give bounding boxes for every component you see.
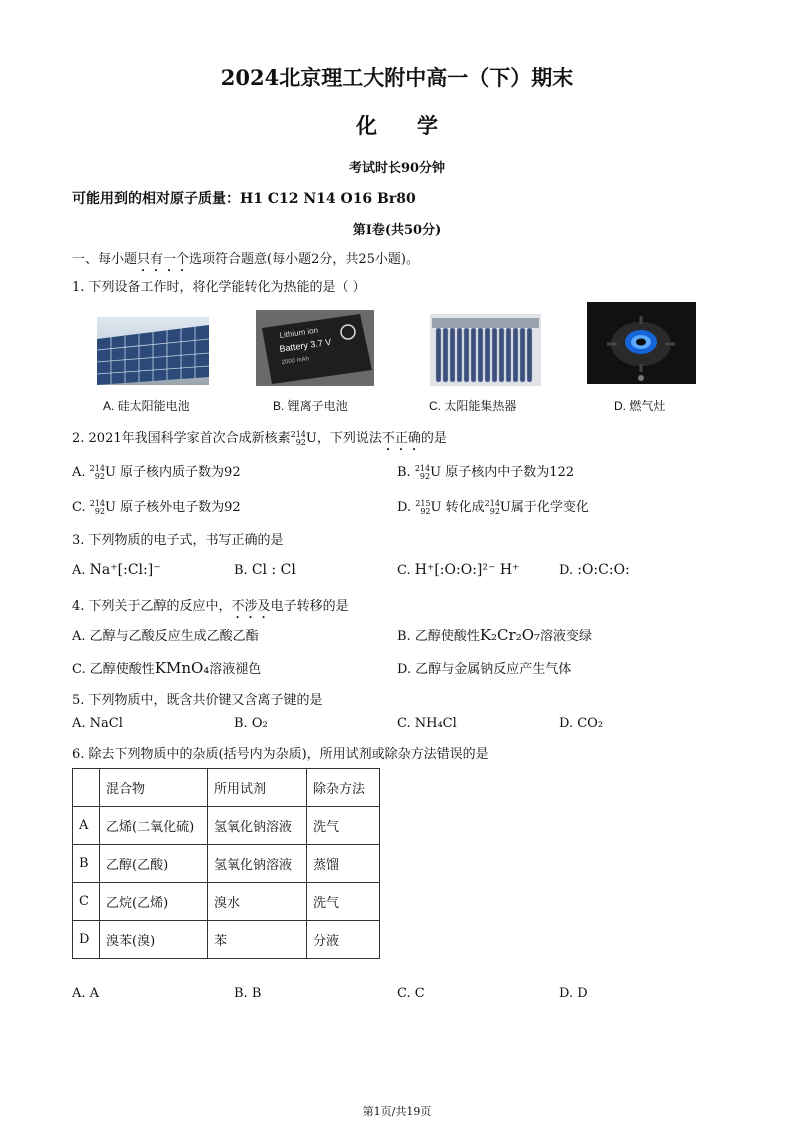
q4-option-c: C. 乙醇使酸性KMnO₄溶液褪色 [72,659,262,677]
table-header-row [73,769,380,807]
table-cell: 洗气 [307,883,380,921]
table-cell: 溴苯(溴) [100,921,208,959]
solar-collector-icon [430,314,541,386]
table-cell: 分液 [307,921,380,959]
table-cell: 洗气 [307,807,380,845]
q5-option-c: C. NH₄Cl [397,716,457,731]
table-cell: C [73,883,100,921]
q6-option-b: B. B [234,986,262,1001]
q6-option-d: D. D [559,986,588,1001]
atomic-masses: 可能用到的相对原子质量：H1 C12 N14 O16 Br80 [72,191,416,207]
table-cell: 乙烯(二氧化硫) [100,807,208,845]
page-footer: 第1页/共19页 [362,1105,432,1118]
battery-label-3: 2000 mAh [281,356,310,366]
electron-formula-b: Cl : Cl [251,562,296,578]
q1-option-a: A. 硅太阳能电池 [103,399,190,413]
q6-option-c: C. C [397,986,425,1001]
table-row [73,921,380,959]
q3-option-b: B. Cl : Cl [234,562,296,578]
section-instructions: 一、每小题只有一个选项符合题意(每小题2分，共25小题)。 [72,252,419,267]
q1-option-b: B. 锂离子电池 [273,399,348,413]
q1-option-c: C. 太阳能集热器 [429,399,517,413]
q3-stem: 3. 下列物质的电子式，书写正确的是 [72,533,284,548]
table-header-cell: 除杂方法 [307,769,380,807]
table-header-cell: 混合物 [100,769,208,807]
table-cell: B [73,845,100,883]
q1-stem: 1. 下列设备工作时，将化学能转化为热能的是（ ） [72,280,366,295]
electron-formula-c: H⁺[:O:O:]²⁻ H⁺ [414,562,520,578]
table-header-cell [73,769,100,807]
q5-option-b: B. O₂ [234,716,268,731]
table-cell: 乙烷(乙烯) [100,883,208,921]
exam-duration: 考试时长90分钟 [348,161,446,176]
q3-option-c: C. H⁺[:O:O:]²⁻ H⁺ [397,562,520,578]
q3-option-d: D. :O:C:O: [559,562,630,578]
solar-panel-icon [97,317,209,385]
solar-panel-image [97,317,209,385]
q2-option-a: A. 214 92 U 原子核内质子数为92 [72,463,241,481]
q2-option-d: D. 215 92 U 转化成 214 92 U属于化学变化 [397,498,589,516]
table-cell: 蒸馏 [307,845,380,883]
q5-option-d: D. CO₂ [559,716,604,731]
table-row [73,845,380,883]
battery-image [256,310,374,386]
solar-collector-image [430,314,541,386]
q2-option-c: C. 214 92 U 原子核外电子数为92 [72,498,241,516]
electron-formula-d: :O:C:O: [577,562,630,578]
q6-option-a: A. A [72,986,100,1001]
q3-option-a: A. Na⁺[:Cl:]⁻ [72,562,161,578]
q4-option-a: A. 乙醇与乙酸反应生成乙酸乙酯 [72,629,259,644]
table-cell: 乙醇(乙酸) [100,845,208,883]
q4-stem: 4. 下列关于乙醇的反应中，不涉及电子转移的是 [72,599,349,614]
battery-label-1: Lithium ion [279,325,319,340]
subject-title: 化学 [356,113,478,138]
q5-option-a: A. NaCl [72,716,123,731]
q6-stem: 6. 除去下列物质中的杂质(括号内为杂质)，所用试剂或除杂方法错误的是 [72,747,489,762]
table-cell: 氢氧化钠溶液 [208,845,307,883]
part-title: 第Ⅰ卷(共50分) [352,223,442,238]
q4-option-b: B. 乙醇使酸性K₂Cr₂O₇溶液变绿 [397,626,593,644]
table-cell: 氢氧化钠溶液 [208,807,307,845]
q5-stem: 5. 下列物质中，既含共价键又含离子键的是 [72,693,323,708]
table-cell: D [73,921,100,959]
table-cell: A [73,807,100,845]
gas-stove-image [587,302,696,384]
q1-option-d: D. 燃气灶 [614,399,666,413]
q2-stem: 2. 2021年我国科学家首次合成新核素 214 92 U，下列说法不正确的是 [72,429,447,447]
table-cell: 苯 [208,921,307,959]
q2-option-b: B. 214 92 U 原子核内中子数为122 [397,463,575,481]
q6-table [72,768,380,959]
table-row [73,883,380,921]
q4-option-d: D. 乙醇与金属钠反应产生气体 [397,662,572,677]
exam-title: 2024北京理工大附中高一（下）期末 [220,65,574,90]
table-header-cell: 所用试剂 [208,769,307,807]
electron-formula-a: Na⁺[:Cl:]⁻ [89,562,161,578]
table-row [73,807,380,845]
table-cell: 溴水 [208,883,307,921]
gas-stove-icon [587,302,696,384]
battery-icon [256,310,374,386]
battery-label-2: Battery 3.7 V [278,336,332,354]
